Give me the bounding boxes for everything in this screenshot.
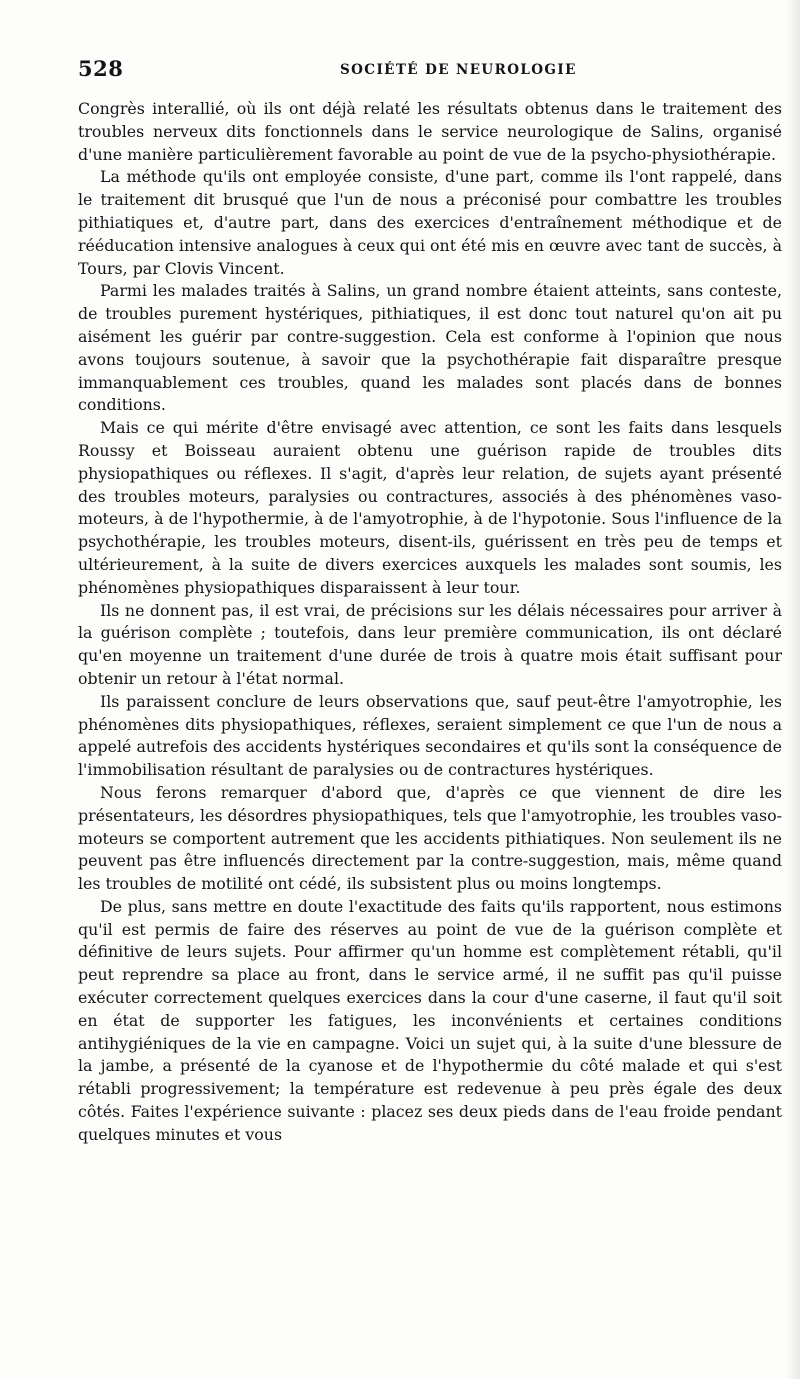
body-text: [78, 98, 782, 1147]
paragraph-4: Mais ce qui mérite d'être envisagé avec attention, ce sont les faits dans lesquels Roussy et Boisseau auraient obtenu une guérison rapide de troubles dits physiopathiques ou réflexes. Il s'agit, d'après leur relation, de sujets ayant présenté des troubles moteurs, paralysies ou contractures, associés à des phénomènes vaso-moteurs, à de l'hypothermie, à de l'amyotrophie, à de l'hypotonie. Sous l'influence de la psychothérapie, les troubles moteurs, disent-ils, guérissent en très peu de temps et ultérieurement, à la suite de divers exercices auxquels les malades sont soumis, les phénomènes physiopathiques disparaissent à leur tour.: [78, 418, 782, 597]
paragraph-5: Ils ne donnent pas, il est vrai, de précisions sur les délais nécessaires pour arriver à la guérison complète ; toutefois, dans leur première communication, ils ont déclaré qu'en moyenne un traitement d'une durée de trois à quatre mois était suffisant pour obtenir un retour à l'état normal.: [78, 600, 782, 688]
paragraph-2: La méthode qu'ils ont employée consiste, d'une part, comme ils l'ont rappelé, dans le traitement dit brusqué que l'un de nous a préconisé pour combattre les troubles pithiatiques et, d'autre part, dans des exercices d'entraînement méthodique et de rééducation intensive analogues à ceux qui ont été mis en œuvre avec tant de succès, à Tours, par Clovis Vincent.: [78, 167, 782, 278]
paragraph-7: Nous ferons remarquer d'abord que, d'après ce que viennent de dire les présentateurs, les désordres physiopathiques, tels que l'amyotrophie, les troubles vaso-moteurs se comportent autrement que les accidents pithiatiques. Non seulement ils ne peuvent pas être influencés directement par la contre-suggestion, mais, même quand les troubles de motilité ont cédé, ils subsistent plus ou moins longtemps.: [78, 782, 782, 894]
paragraph-6: Ils paraissent conclure de leurs observations que, sauf peut-être l'amyotrophie, les phénomènes dits physiopathiques, réflexes, seraient simplement ce que l'un de nous a appelé autrefois des accidents hystériques secondaires et qu'ils sont la conséquence de l'immobilisation résultant de paralysies ou de contractures hystériques.: [78, 691, 782, 780]
paragraph-3: Parmi les malades traités à Salins, un grand nombre étaient atteints, sans conteste, de troubles purement hystériques, pithiatiques, il est donc tout naturel qu'on ait pu aisément les guérir par contre-suggestion. Cela est conforme à l'opinion que nous avons toujours soutenue, à savoir que la psychothérapie fait disparaître presque immanquablement ces troubles, quand les malades sont placés dans de bonnes conditions.: [78, 281, 782, 415]
page-header: [78, 50, 790, 84]
page-number: 528: [78, 56, 124, 81]
paragraph-8: De plus, sans mettre en doute l'exactitude des faits qu'ils rapportent, nous estimons qu'il est permis de faire des réserves au point de vue de la guérison complète et définitive de leurs sujets. Pour affirmer qu'un homme est complètement rétabli, qu'il peut reprendre sa place au front, dans le service armé, il ne suffit pas qu'il puisse exécuter correctement quelques exercices dans la cour d'une caserne, il faut qu'il soit en état de supporter les fatigues, les inconvénients et certaines conditions antihygiéniques de la vie en campagne. Voici un sujet qui, à la suite d'une blessure de la jambe, a présenté de la cyanose et de l'hypothermie du côté malade et qui s'est rétabli progressivement; la température est redevenue à peu près égale des deux côtés. Faites l'expérience suivante : placez ses deux pieds dans de l'eau froide pendant quelques minutes et vous: [78, 896, 782, 1144]
running-title: SOCIÉTÉ DE NEUROLOGIE: [340, 62, 577, 78]
paragraph-1: Congrès interallié, où ils ont déjà relaté les résultats obtenus dans le traitement des troubles nerveux dits fonctionnels dans le service neurologique de Salins, organisé d'une manière particulièrement favorable au point de vue de la psycho-physiothérapie.: [78, 99, 782, 164]
scan-edge-shadow: [786, 0, 800, 1379]
